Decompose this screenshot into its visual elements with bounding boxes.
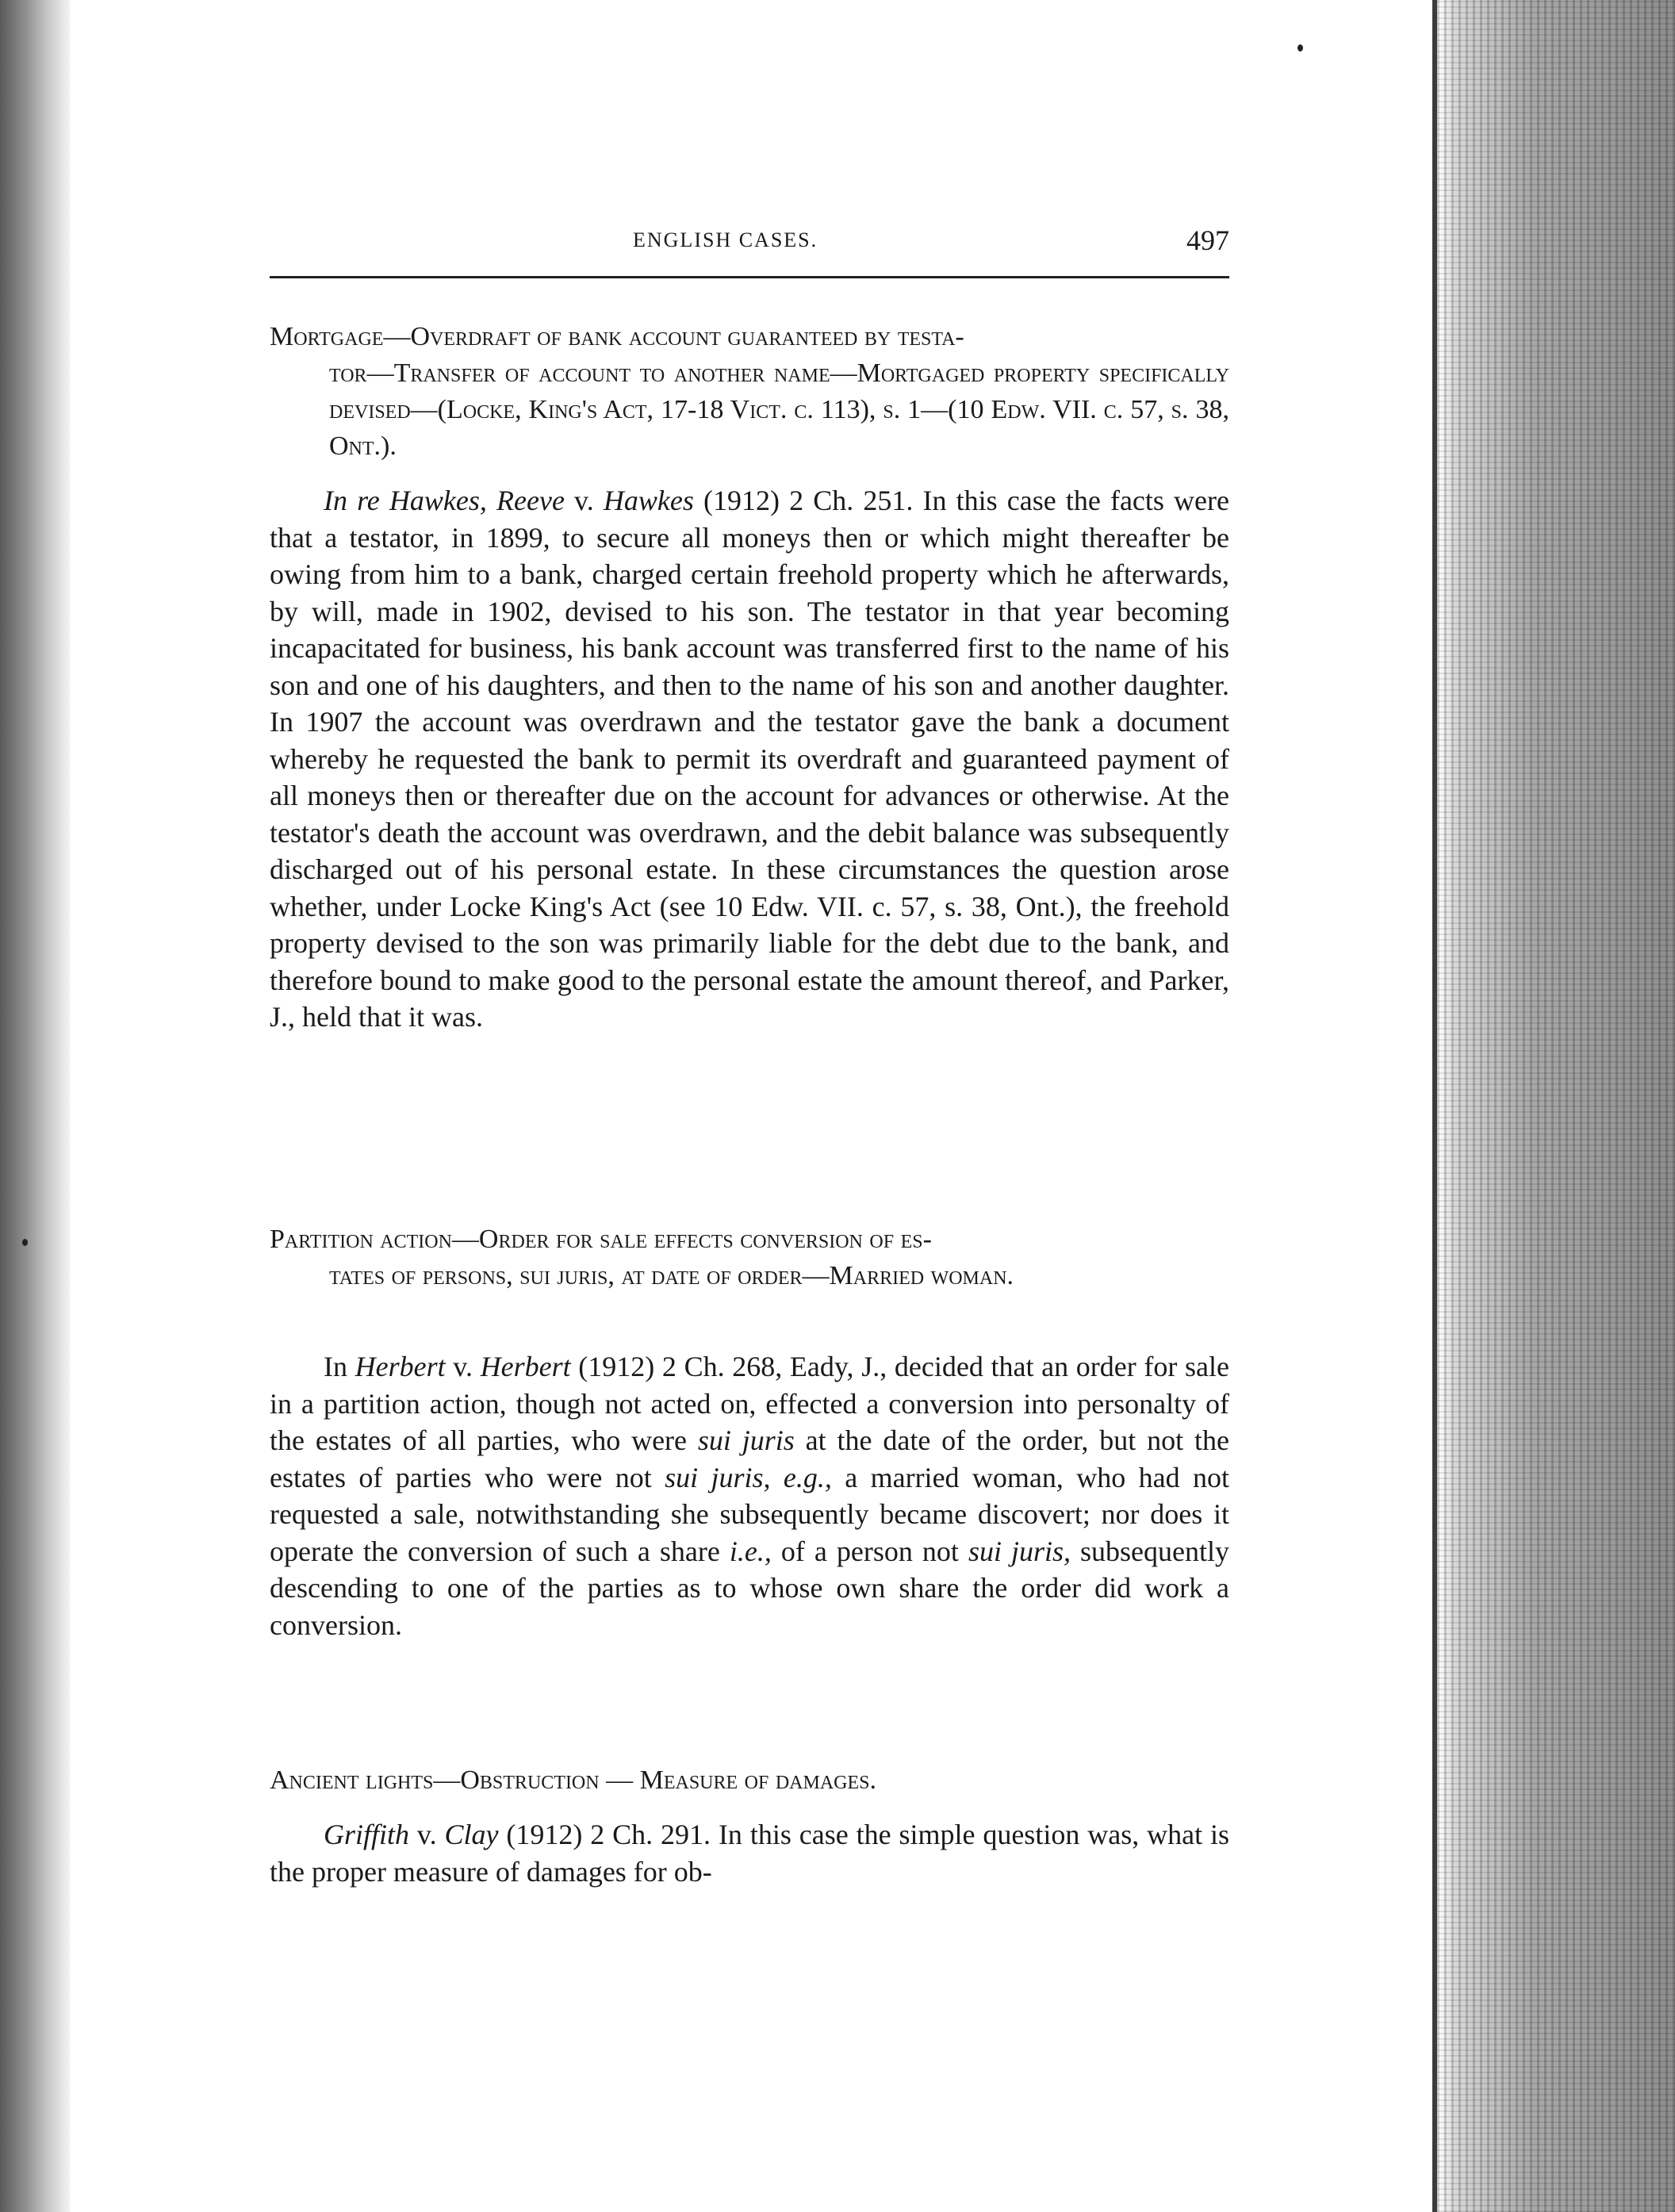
scan-speck xyxy=(1297,44,1303,52)
section-heading-ancient-lights xyxy=(270,1762,1229,1799)
case-party: Herbert xyxy=(480,1351,571,1382)
case-paragraph-hawkes xyxy=(270,482,1229,1036)
case-party: Clay xyxy=(444,1819,499,1850)
scan-left-edge xyxy=(0,0,70,2212)
latin-term: sui juris, xyxy=(968,1535,1071,1567)
case-name: In re Hawkes, Reeve xyxy=(324,485,565,516)
case-paragraph-griffith xyxy=(270,1816,1229,1890)
text-run: In xyxy=(324,1351,355,1382)
versus: v. xyxy=(445,1351,481,1382)
page-header xyxy=(270,224,1229,263)
case-text: (1912) 2 Ch. 291. In this case the simple question was, what is the proper measure of damages for ob- xyxy=(270,1819,1229,1888)
text-run: subsequently descending to one of the parties as to whose own share the order did work a conversion. xyxy=(270,1535,1229,1641)
latin-term: i.e., xyxy=(729,1535,772,1567)
case-party: Hawkes xyxy=(603,485,694,516)
heading-first-line: Mortgage—Overdraft of bank account guaranteed by testa- xyxy=(270,322,964,351)
page-number: 497 xyxy=(1186,224,1229,256)
case-party: Griffith xyxy=(324,1819,410,1850)
heading-first-line: Partition action—Order for sale effects conversion of es- xyxy=(270,1225,932,1254)
section-heading-mortgage xyxy=(270,319,1229,465)
book-page xyxy=(270,0,1229,2212)
text-run: (1912) 2 Ch. 268, Eady, J., decided that an order for sale in a partition action, though not acted on, effected a conversion into personalty of the estates of all parties, who were xyxy=(270,1351,1229,1456)
heading-continuation: tates of persons, sui juris, at date of order—Married woman. xyxy=(329,1261,1014,1290)
latin-term: sui juris xyxy=(697,1424,795,1456)
case-paragraph-herbert xyxy=(270,1348,1229,1643)
versus: v. xyxy=(564,485,604,516)
section-heading-partition xyxy=(270,1221,1229,1294)
text-run: of a person not xyxy=(771,1535,968,1567)
scan-right-edge xyxy=(1437,0,1675,2212)
scan-speck xyxy=(22,1239,28,1246)
latin-term: sui juris, e.g., xyxy=(665,1461,832,1493)
heading-first-line: Ancient lights—Obstruction — Measure of damages. xyxy=(270,1765,877,1795)
running-head: ENGLISH CASES. xyxy=(633,228,818,251)
case-party: Herbert xyxy=(355,1351,446,1382)
text-run: at the date of the order, but not the estates of parties who were not xyxy=(270,1424,1229,1493)
header-rule xyxy=(270,276,1229,278)
case-text: (1912) 2 Ch. 251. In this case the facts were that a testator, in 1899, to secure all moneys then or which might thereafter be owing from him to a bank, charged certain freehold property which he afterwards, by will, made in 1902, devised to his son. The testator in that year becoming incapacitated for business, his bank account was transferred first to the name of his son and one of his daughters, and then to the name of his son and another daughter. In 1907 the account was overdrawn and the testator gave the bank a document whereby he requested the bank to permit its overdraft and guaranteed payment of all moneys then or thereafter due on the account for advances or otherwise. At the testator's death the account was overdrawn, and the debit balance was subsequently discharged out of his personal estate. In these circumstances the question arose whether, under Locke King's Act (see 10 Edw. VII. c. 57, s. 38, Ont.), the freehold property devised to the son was primarily liable for the debt due to the bank, and therefore bound to make good to the personal estate the amount thereof, and Parker, J., held that it was. xyxy=(270,485,1229,1033)
heading-continuation: tor—Transfer of account to another name—Mortgaged property specifically devised—(Locke, King's Act, 17-18 Vict. c. 113), s. 1—(10 Edw. VII. c. 57, s. 38, Ont.). xyxy=(329,358,1229,461)
versus: v. xyxy=(409,1819,445,1850)
text-run: a married woman, who had not requested a sale, notwithstanding she subsequently became discovert; nor does it operate the conversion of such a share xyxy=(270,1461,1229,1567)
